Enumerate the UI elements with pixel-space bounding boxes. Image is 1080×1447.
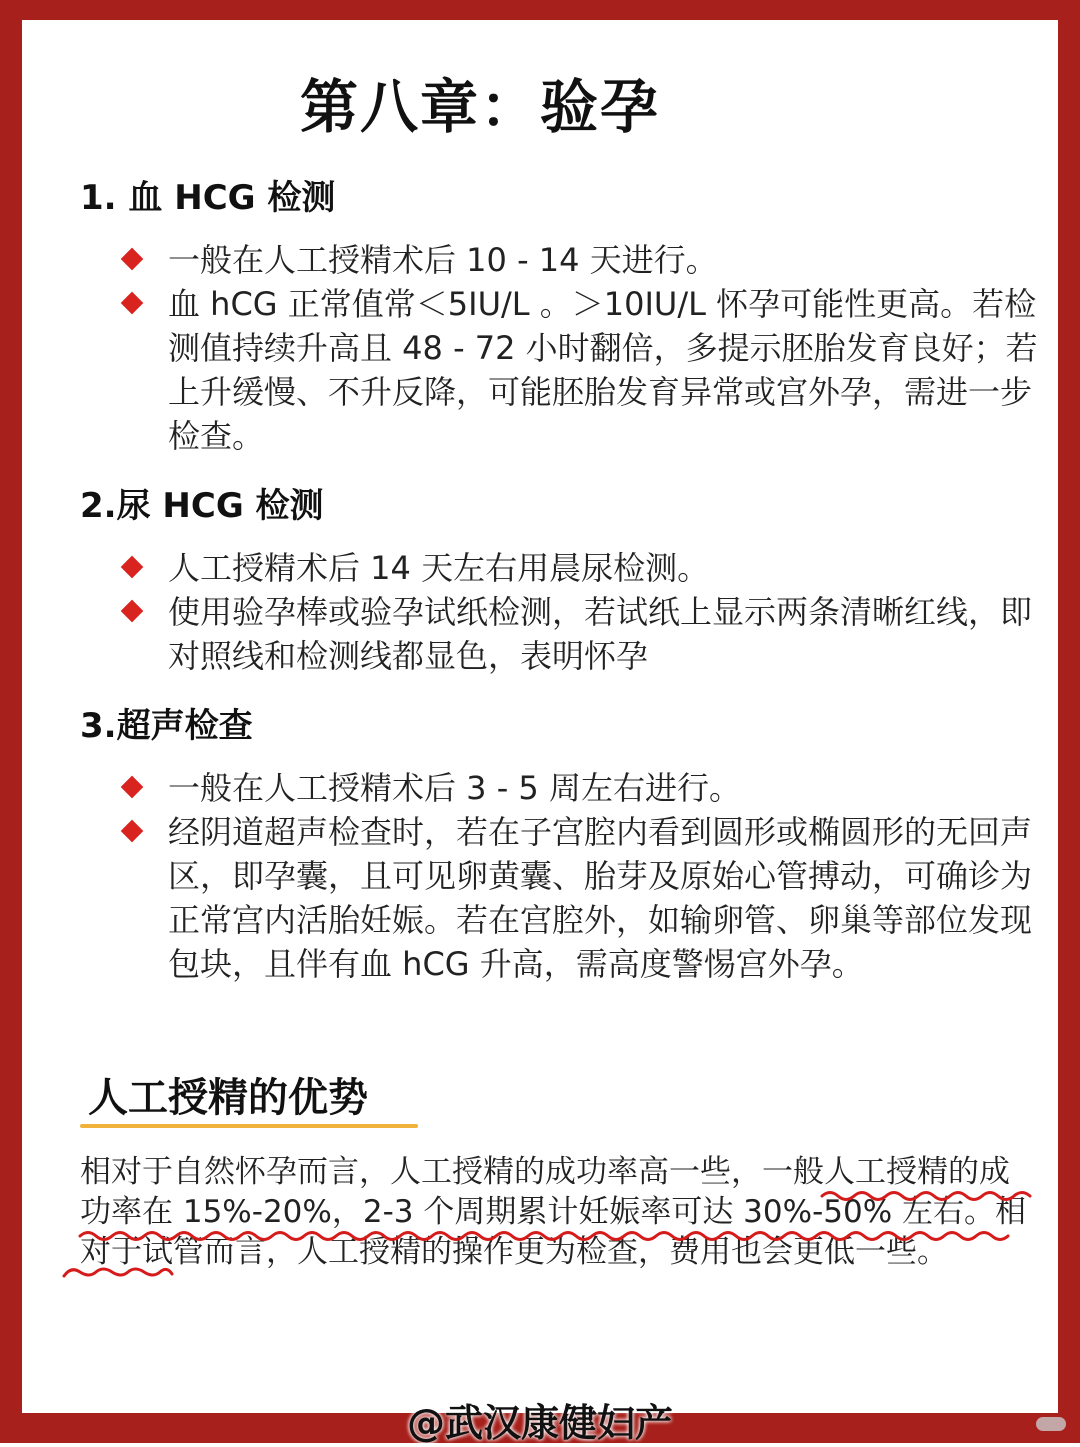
heading-underline: [80, 1124, 418, 1128]
section-heading-urine-hcg: 2.尿 HCG 检测: [80, 486, 324, 526]
list-item-text: 经阴道超声检查时，若在子宫腔内看到圆形或椭圆形的无回声区，即孕囊，且可见卵黄囊、胎芽及原始心管搏动，可确诊为正常宫内活胎妊娠。若在宫腔外，如输卵管、卵巢等部位发现包块，且伴有血 hCG 升高，需高度警惕宫外孕。: [168, 813, 1033, 983]
list-item-text: 一般在人工授精术后 3 - 5 周左右进行。: [168, 769, 741, 807]
section-list-urine-hcg: [118, 546, 1038, 678]
list-item: [118, 546, 1038, 590]
list-item: [118, 810, 1038, 986]
diamond-bullet-icon: [121, 776, 144, 799]
page-title: 第八章：验孕: [299, 73, 660, 141]
diamond-bullet-icon: [121, 292, 144, 315]
list-item-text: 人工授精术后 14 天左右用晨尿检测。: [168, 549, 710, 587]
diamond-bullet-icon: [121, 600, 144, 623]
list-item-text: 使用验孕棒或验孕试纸检测，若试纸上显示两条清晰红线，即对照线和检测线都显色，表明怀孕: [168, 593, 1033, 675]
advantage-heading: 人工授精的优势: [88, 1075, 368, 1121]
list-item: [118, 590, 1038, 678]
diamond-bullet-icon: [121, 820, 144, 843]
section-list-blood-hcg: [118, 238, 1038, 458]
diamond-bullet-icon: [121, 556, 144, 579]
footer-account-handle: @武汉康健妇产: [406, 1401, 673, 1445]
list-item: [118, 282, 1038, 458]
list-item-text: 一般在人工授精术后 10 - 14 天进行。: [168, 241, 718, 279]
advantage-paragraph: 相对于自然怀孕而言，人工授精的成功率高一些，一般人工授精的成功率在 15%-20%，2-3 个周期累计妊娠率可达 30%-50% 左右。相对于试管而言，人工授精的操作更为检查，费用也会更低一些。: [80, 1154, 1027, 1270]
list-item-text: 血 hCG 正常值常＜5IU/L 。＞10IU/L 怀孕可能性更高。若检测值持续升高且 48 - 72 小时翻倍，多提示胚胎发育良好；若上升缓慢、不升反降，可能胚胎发育异常或宫外孕，需进一步检查。: [168, 285, 1038, 455]
diamond-bullet-icon: [121, 248, 144, 271]
section-list-ultrasound: [118, 766, 1038, 986]
watermark-icon: [1036, 1417, 1066, 1431]
list-item: [118, 766, 1038, 810]
section-heading-ultrasound: 3.超声检查: [80, 706, 253, 746]
list-item: [118, 238, 1038, 282]
section-heading-blood-hcg: 1. 血 HCG 检测: [80, 178, 336, 218]
